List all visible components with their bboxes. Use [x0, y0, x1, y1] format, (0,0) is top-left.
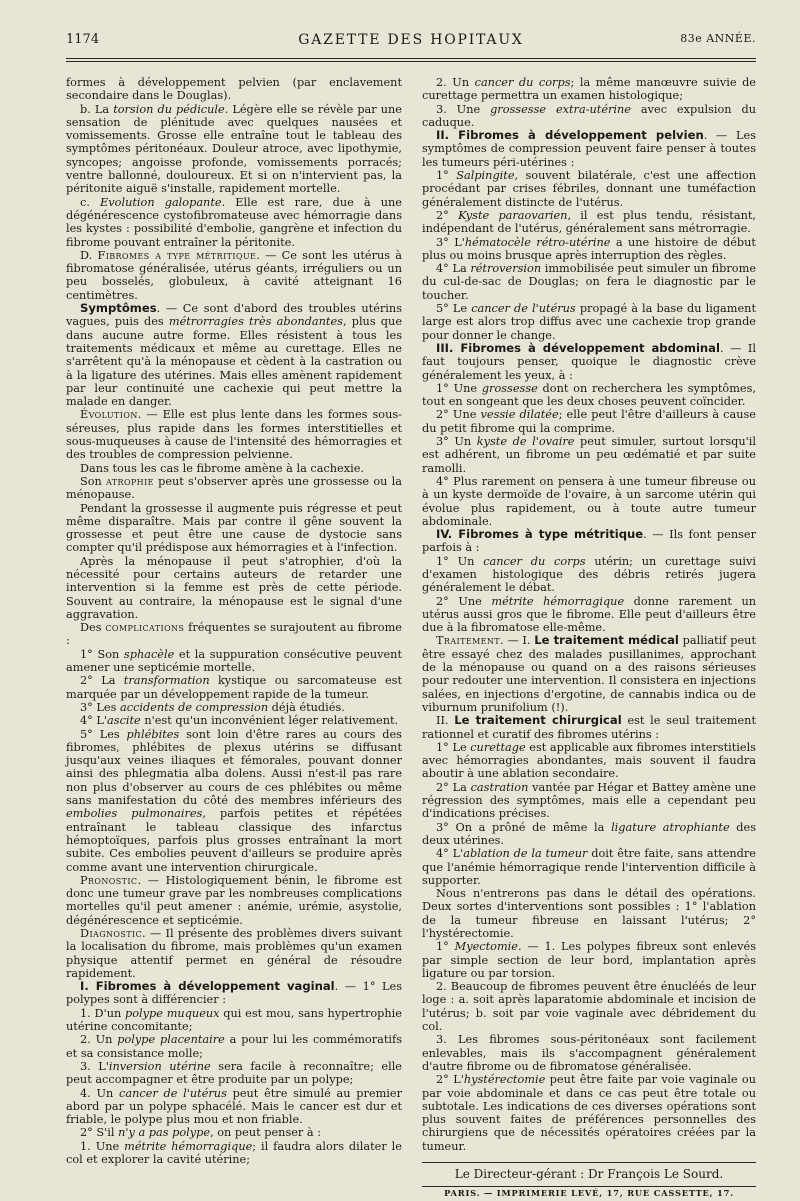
- paragraph: Symptômes. — Ce sont d'abord des troubles utérins vagues, puis des métrorragies très abondantes, plus que dans aucune autre forme. Elles résistent à tous les traitements médicaux et même au curettage. Elles ne s'arrêtent qu'à la ménopause et cèdent à la castration ou à la ligature des utérines. Mais elles amènent rapidement par leur continuité une cachexie qui peut mettre la malade en danger.: [66, 301, 403, 409]
- paragraph: I. Fibromes à développement vaginal. — 1° Les polypes sont à différencier :: [66, 979, 402, 1007]
- section-heading: Symptômes: [80, 301, 157, 316]
- paragraph: Après la ménopause il peut s'atrophier, d'où la nécessité pour certains auteurs de retarder une intervention si la femme est près de cette période. Souvent au contraire, la ménopause est le signal d'une aggravation.: [66, 554, 402, 621]
- section-heading: Traitement: [436, 634, 501, 648]
- paragraph: Des complications fréquentes se surajoutent au fibrome :: [66, 621, 402, 648]
- list-item: 1. Une métrite hémorragique; il faudra alors dilater le col et explorer la cavité utérine;: [66, 1139, 402, 1167]
- page-number: 1174: [66, 32, 100, 47]
- journal-title: GAZETTE DES HOPITAUX: [298, 32, 524, 48]
- paragraph: Diagnostic. — Il présente des problèmes divers suivant la localisation du fibrome, mais problèmes qu'un examen physique attentif permet en général de résoudre rapidement.: [66, 927, 402, 980]
- list-item: 3. Les fibromes sous-péritonéaux sont facilement enlevables, mais ils s'accompagnent généralement d'autre fibrome ou de fibromatose généralisée.: [422, 1033, 756, 1073]
- paragraph: II. Le traitement chirurgical est le seul traitement rationnel et curatif des fibromes utérins :: [422, 713, 756, 741]
- list-item: 5° Le cancer de l'utérus propagé à la base du ligament large est alors trop diffus avec une cachexie trop grande pour donner le change.: [422, 302, 756, 342]
- list-item: 3° On a prôné de même la ligature atrophiante des deux utérines.: [422, 820, 756, 847]
- paragraph: c. Evolution galopante. Elle est rare, due à une dégénérescence cystofibromateuse avec hémorragie dans les kystes : possibilité d'embolie, gangrène et infection du fibrome pouvant entraîner la péritonite.: [66, 195, 402, 249]
- list-item: 2° Une vessie dilatée; elle peut l'être d'ailleurs à cause du petit fibrome qui la comprime.: [422, 408, 756, 435]
- list-item: 1° Salpingite, souvent bilatérale, c'est une affection procédant par crises fébriles, donnant une tuméfaction généralement distincte de l'utérus.: [422, 169, 756, 209]
- list-item: 4° L'ascite n'est qu'un inconvénient léger relativement.: [80, 714, 399, 728]
- section-heading: Pronostic: [80, 873, 138, 887]
- signature-rule: [422, 1162, 756, 1163]
- list-item: 3° Un kyste de l'ovaire peut simuler, surtout lorsqu'il est adhérent, un fibrome un peu œdématié et par suite ramolli.: [422, 435, 756, 475]
- list-item: 1° Un cancer du corps utérin; un curettage suivi d'examen histologique des débris retirés jugera généralement le débat.: [422, 554, 756, 595]
- section-heading: IV. Fibromes à type métritique: [436, 527, 644, 542]
- list-item: 1° Une grossesse dont on recherchera les symptômes, tout en songeant que les deux choses peuvent coïncider.: [422, 381, 756, 409]
- section-heading: Diagnostic: [80, 927, 143, 940]
- running-header: [66, 32, 756, 54]
- header-rule-top: [66, 58, 756, 59]
- paragraph: Dans tous les cas le fibrome amène à la cachexie.: [80, 461, 365, 475]
- paragraph: Son atrophie peut s'observer après une grossesse ou la ménopause.: [66, 474, 402, 502]
- printer-imprint: PARIS. — IMPRIMERIE LEVÉ, 17, RUE CASSETTE, 17.: [444, 1188, 734, 1199]
- header-rule-bottom: [66, 61, 756, 62]
- section-heading: III. Fibromes à développement abdominal: [436, 340, 720, 355]
- list-item: 2. Un cancer du corps; la même manœuvre suivie de curettage permettra un examen histologique;: [422, 76, 756, 103]
- paragraph: D. Fibromes a type métritique. — Ce sont les utérus à fibromatose généralisée, utérus géants, irréguliers ou un peu bosselés, globuleux, à cavité atteignant 16 centimètres.: [66, 248, 403, 302]
- list-item: 1° Son sphacèle et la suppuration consécutive peuvent amener une septicémie mortelle.: [66, 647, 402, 675]
- paragraph: II. Fibromes à développement pelvien. — Les symptômes de compression peuvent faire penser à toutes les tumeurs péri-utérines :: [422, 128, 756, 169]
- list-item: 4° L'ablation de la tumeur doit être faite, sans attendre que l'anémie hémorragique rende l'intervention difficile à supporter.: [422, 847, 756, 887]
- paragraph: IV. Fibromes à type métritique. — Ils font penser parfois à :: [422, 527, 756, 555]
- paragraph: Pronostic. — Histologiquement bénin, le fibrome est donc une tumeur grave par les nombreuses complications mortelles qu'il peut amener : anémie, urémie, asystolie, dégénérescence et septicémie.: [66, 873, 402, 927]
- list-item: 3° Les accidents de compression déjà étudiés.: [80, 700, 345, 714]
- list-item: 1. D'un polype muqueux qui est mou, sans hypertrophie utérine concomitante;: [66, 1006, 402, 1034]
- section-heading: I. Fibromes à développement vaginal: [80, 979, 335, 994]
- list-item: 4° La rétroversion immobilisée peut simuler un fibrome du cul-de-sac de Douglas; on fera le diagnostic par le toucher.: [422, 262, 756, 302]
- paragraph: III. Fibromes à développement abdominal. — Il faut toujours penser, quoique le diagnostic crève généralement les yeux, à :: [422, 340, 756, 382]
- list-item: 2° Une métrite hémorragique donne rarement un utérus aussi gros que le fibrome. Elle peut d'ailleurs être due à la fibromatose elle-même.: [422, 594, 757, 635]
- list-item: 1° Myectomie. — 1. Les polypes fibreux sont enlevés par simple section de leur bord, implantation après ligature ou par torsion.: [422, 940, 756, 980]
- paragraph: Traitement. — I. Le traitement médical palliatif peut être essayé chez des malades pusillanimes, approchant de la ménopause ou quand on a des raisons sérieuses pour redouter une intervention. Il consistera en injections salées, en injections d'ergotine, de cannabis indica ou de viburnum prunifolium (!).: [422, 633, 756, 714]
- list-item: 3° L'hématocèle rétro-utérine a une histoire de début plus ou moins brusque après interruption des règles.: [422, 235, 756, 262]
- left-column: [66, 76, 402, 1166]
- list-item: 2° La transformation kystique ou sarcomateuse est marquée par un développement rapide de la tumeur.: [66, 674, 402, 701]
- paragraph: b. La torsion du pédicule. Légère elle se révèle par une sensation de plénitude avec quelques nausées et vomissements. Grosse elle entraîne tout le tableau des symptômes péritonéaux. Douleur atroce, avec lipothymie, syncopes; angoisse profonde, vomissements porracés; ventre ballonné, douloureux. Et si on n'intervient pas, la péritonite aiguë s'installe, rapidement mortelle.: [66, 102, 402, 196]
- list-item: 4° Plus rarement on pensera à une tumeur fibreuse ou à un kyste dermoïde de l'ovaire, à un sarcome utérin qui évolue plus rapidement, ou à toute autre tumeur abdominale.: [422, 474, 756, 528]
- paragraph: formes à développement pelvien (par enclavement secondaire dans le Douglas).: [66, 76, 402, 103]
- list-item: 2. Beaucoup de fibromes peuvent être énucléés de leur loge : a. soit après laparatomie abdominale et incision de l'utérus; b. soit par voie vaginale avec débridement du col.: [422, 980, 756, 1034]
- list-item: 4. Un cancer de l'utérus peut être simulé au premier abord par un polype sphacélé. Mais le cancer est dur et friable, le polype plus mou et non friable.: [66, 1086, 403, 1127]
- list-item: 2. Un polype placentaire a pour lui les commémoratifs et sa consistance molle;: [66, 1033, 402, 1060]
- list-item: 2° L'hystérectomie peut être faite par voie vaginale ou par voie abdominale et dans ce cas peut être totale ou subtotale. Les indications de ces diverses opérations sont plus souvent faites de préférences personnelles des chirurgiens que de nécessités opératoires créées par la tumeur.: [422, 1073, 756, 1153]
- paragraph: Évolution. — Elle est plus lente dans les formes sous-séreuses, plus rapide dans les formes interstitielles et sous-muqueuses à cause de l'intensité des hémorragies et des troubles de compression pelvienne.: [66, 408, 402, 462]
- section-heading: Évolution: [80, 408, 138, 422]
- list-item: 3. L'inversion utérine sera facile à reconnaître; elle peut accompagner et être produite par un polype;: [66, 1059, 402, 1087]
- paragraph: Nous n'entrerons pas dans le détail des opérations. Deux sortes d'interventions sont possibles : 1° l'ablation de la tumeur fibreuse en laissant l'utérus; 2° l'hystérectomie.: [422, 887, 756, 940]
- list-item: 2° S'il n'y a pas polype, on peut penser à :: [80, 1126, 322, 1140]
- list-item: 1° Le curettage est applicable aux fibromes interstitiels avec hémorragies abondantes, mais souvent il faudra aboutir à une ablation secondaire.: [422, 740, 756, 781]
- paragraph: Pendant la grossesse il augmente puis régresse et peut même disparaître. Mais par contre il gêne souvent la grossesse et peut être une cause de dystocie sans compter qu'il prédispose aux hémorragies et à l'infection.: [66, 501, 402, 555]
- list-item: 3. Une grossesse extra-utérine avec expulsion du caduque.: [422, 102, 756, 129]
- list-item: 2° La castration vantée par Hégar et Battey amène une régression des symptômes, mais elle a cependant peu d'indications précises.: [422, 780, 756, 821]
- list-item: 2° Kyste paraovarien, il est plus tendu, résistant, indépendant de l'utérus, généralement sans métrorragie.: [422, 208, 756, 236]
- right-column: [422, 76, 756, 1201]
- director-signature: Le Directeur-gérant : Dr François Le Sourd.: [454, 1167, 724, 1182]
- issue-year: 83e ANNÉE.: [680, 32, 756, 45]
- section-heading: II. Fibromes à développement pelvien: [436, 128, 704, 143]
- list-item: 5° Les phlébites sont loin d'être rares au cours des fibromes, phlébites de plexus utérins se diffusant jusqu'aux veines iliaques et fémorales, pouvant donner ainsi des phlegmatia alba dolens. Aussi n'est-il pas rare non plus d'observer au cours de ces phlébites ou même sans manifestation du côté des membres inférieurs des embolies pulmonaires, parfois petites et répétées entraînant le tableau classique des infarctus hémoptoïques, parfois plus grosses entraînant la mort subite. Ces embolies peuvent d'ailleurs se produire après comme avant une intervention chirurgicale.: [66, 727, 403, 874]
